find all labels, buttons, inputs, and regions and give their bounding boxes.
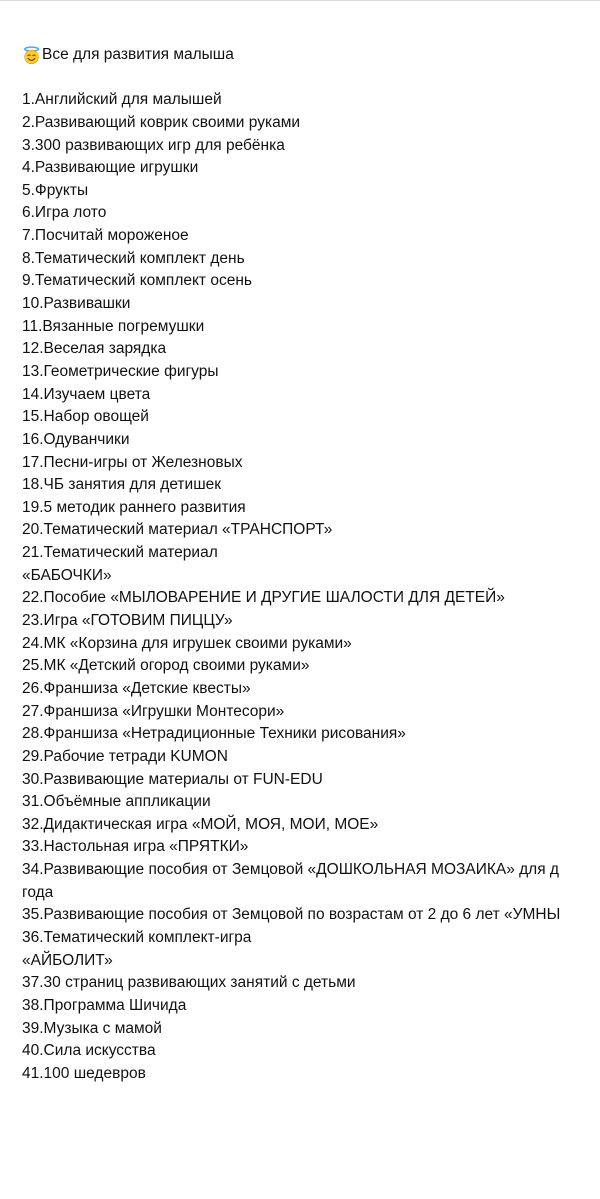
list-line: 30.Развивающие материалы от FUN-EDU	[22, 770, 323, 788]
list-line: «БАБОЧКИ»	[22, 566, 112, 584]
list-line: 26.Франшиза «Детские квесты»	[22, 679, 251, 697]
list-line: 5.Фрукты	[22, 181, 89, 199]
list-line: 16.Одуванчики	[22, 430, 130, 448]
list-line: 31.Объёмные аппликации	[22, 793, 211, 811]
list-line: 38.Программа Шичида	[22, 996, 187, 1014]
list-line: 32.Дидактическая игра «МОЙ, МОЯ, МОИ, МОЕ»	[22, 815, 379, 833]
list-line: 36.Тематический комплект-игра	[22, 928, 252, 946]
list-line: 27.Франшиза «Игрушки Монтесори»	[22, 702, 285, 720]
list-line: 41.100 шедевров	[22, 1064, 146, 1082]
list-line: 12.Веселая зарядка	[22, 340, 167, 358]
list-line: года	[22, 883, 54, 901]
list-line: 13.Геометрические фигуры	[22, 362, 219, 380]
top-divider	[0, 0, 600, 1]
list-line: 23.Игра «ГОТОВИМ ПИЦЦУ»	[22, 612, 233, 630]
list-line: 33.Настольная игра «ПРЯТКИ»	[22, 838, 249, 856]
title-spacer	[22, 67, 600, 90]
list-line: 15.Набор овощей	[22, 408, 149, 426]
list-line: 24.МК «Корзина для игрушек своими руками»	[22, 634, 352, 652]
list-line: 20.Тематический материал «ТРАНСПОРТ»	[22, 521, 333, 539]
list-line: 2.Развивающий коврик своими руками	[22, 113, 301, 131]
list-line: 29.Рабочие тетради KUMON	[22, 747, 228, 765]
list-line: 6.Игра лото	[22, 204, 107, 222]
list-line: 4.Развивающие игрушки	[22, 159, 199, 177]
list-line: 3.300 развивающих игр для ребёнка	[22, 136, 285, 154]
list-line: 35.Развивающие пособия от Земцовой по возрастам от 2 до 6 лет «УМНЫ	[22, 906, 561, 924]
document-title-row	[22, 44, 600, 67]
list-line: 40.Сила искусства	[22, 1042, 156, 1060]
smiling-face-with-halo-icon	[22, 46, 41, 65]
list-line: 10.Развивашки	[22, 295, 131, 313]
document-body	[22, 44, 600, 1085]
list-line: 14.Изучаем цвета	[22, 385, 151, 403]
list-line: 34.Развивающие пособия от Земцовой «ДОШКОЛЬНАЯ МОЗАИКА» для д	[22, 861, 559, 879]
list-line: 39.Музыка с мамой	[22, 1019, 162, 1037]
list-line: 37.30 страниц развивающих занятий с детьми	[22, 974, 356, 992]
list-line: 22.Пособие «МЫЛОВАРЕНИЕ И ДРУГИЕ ШАЛОСТИ ДЛЯ ДЕТЕЙ»	[22, 589, 505, 607]
document-title: Все для развития малыша	[42, 46, 234, 63]
list-line: 19.5 методик раннего развития	[22, 498, 246, 516]
numbered-list	[22, 89, 600, 1085]
list-line: 28.Франшиза «Нетрадиционные Техники рисования»	[22, 725, 406, 743]
list-line: 7.Посчитай мороженое	[22, 227, 189, 245]
list-line: 18.ЧБ занятия для детишек	[22, 476, 222, 494]
list-line: 11.Вязанные погремушки	[22, 317, 205, 335]
list-line: 25.МК «Детский огород своими руками»	[22, 657, 310, 675]
list-line: 17.Песни-игры от Железновых	[22, 453, 243, 471]
list-line: 21.Тематический материал	[22, 544, 218, 562]
list-line: 1.Английский для малышей	[22, 91, 222, 109]
list-line: 8.Тематический комплект день	[22, 249, 245, 267]
list-line: «АЙБОЛИТ»	[22, 951, 113, 969]
list-line: 9.Тематический комплект осень	[22, 272, 252, 290]
